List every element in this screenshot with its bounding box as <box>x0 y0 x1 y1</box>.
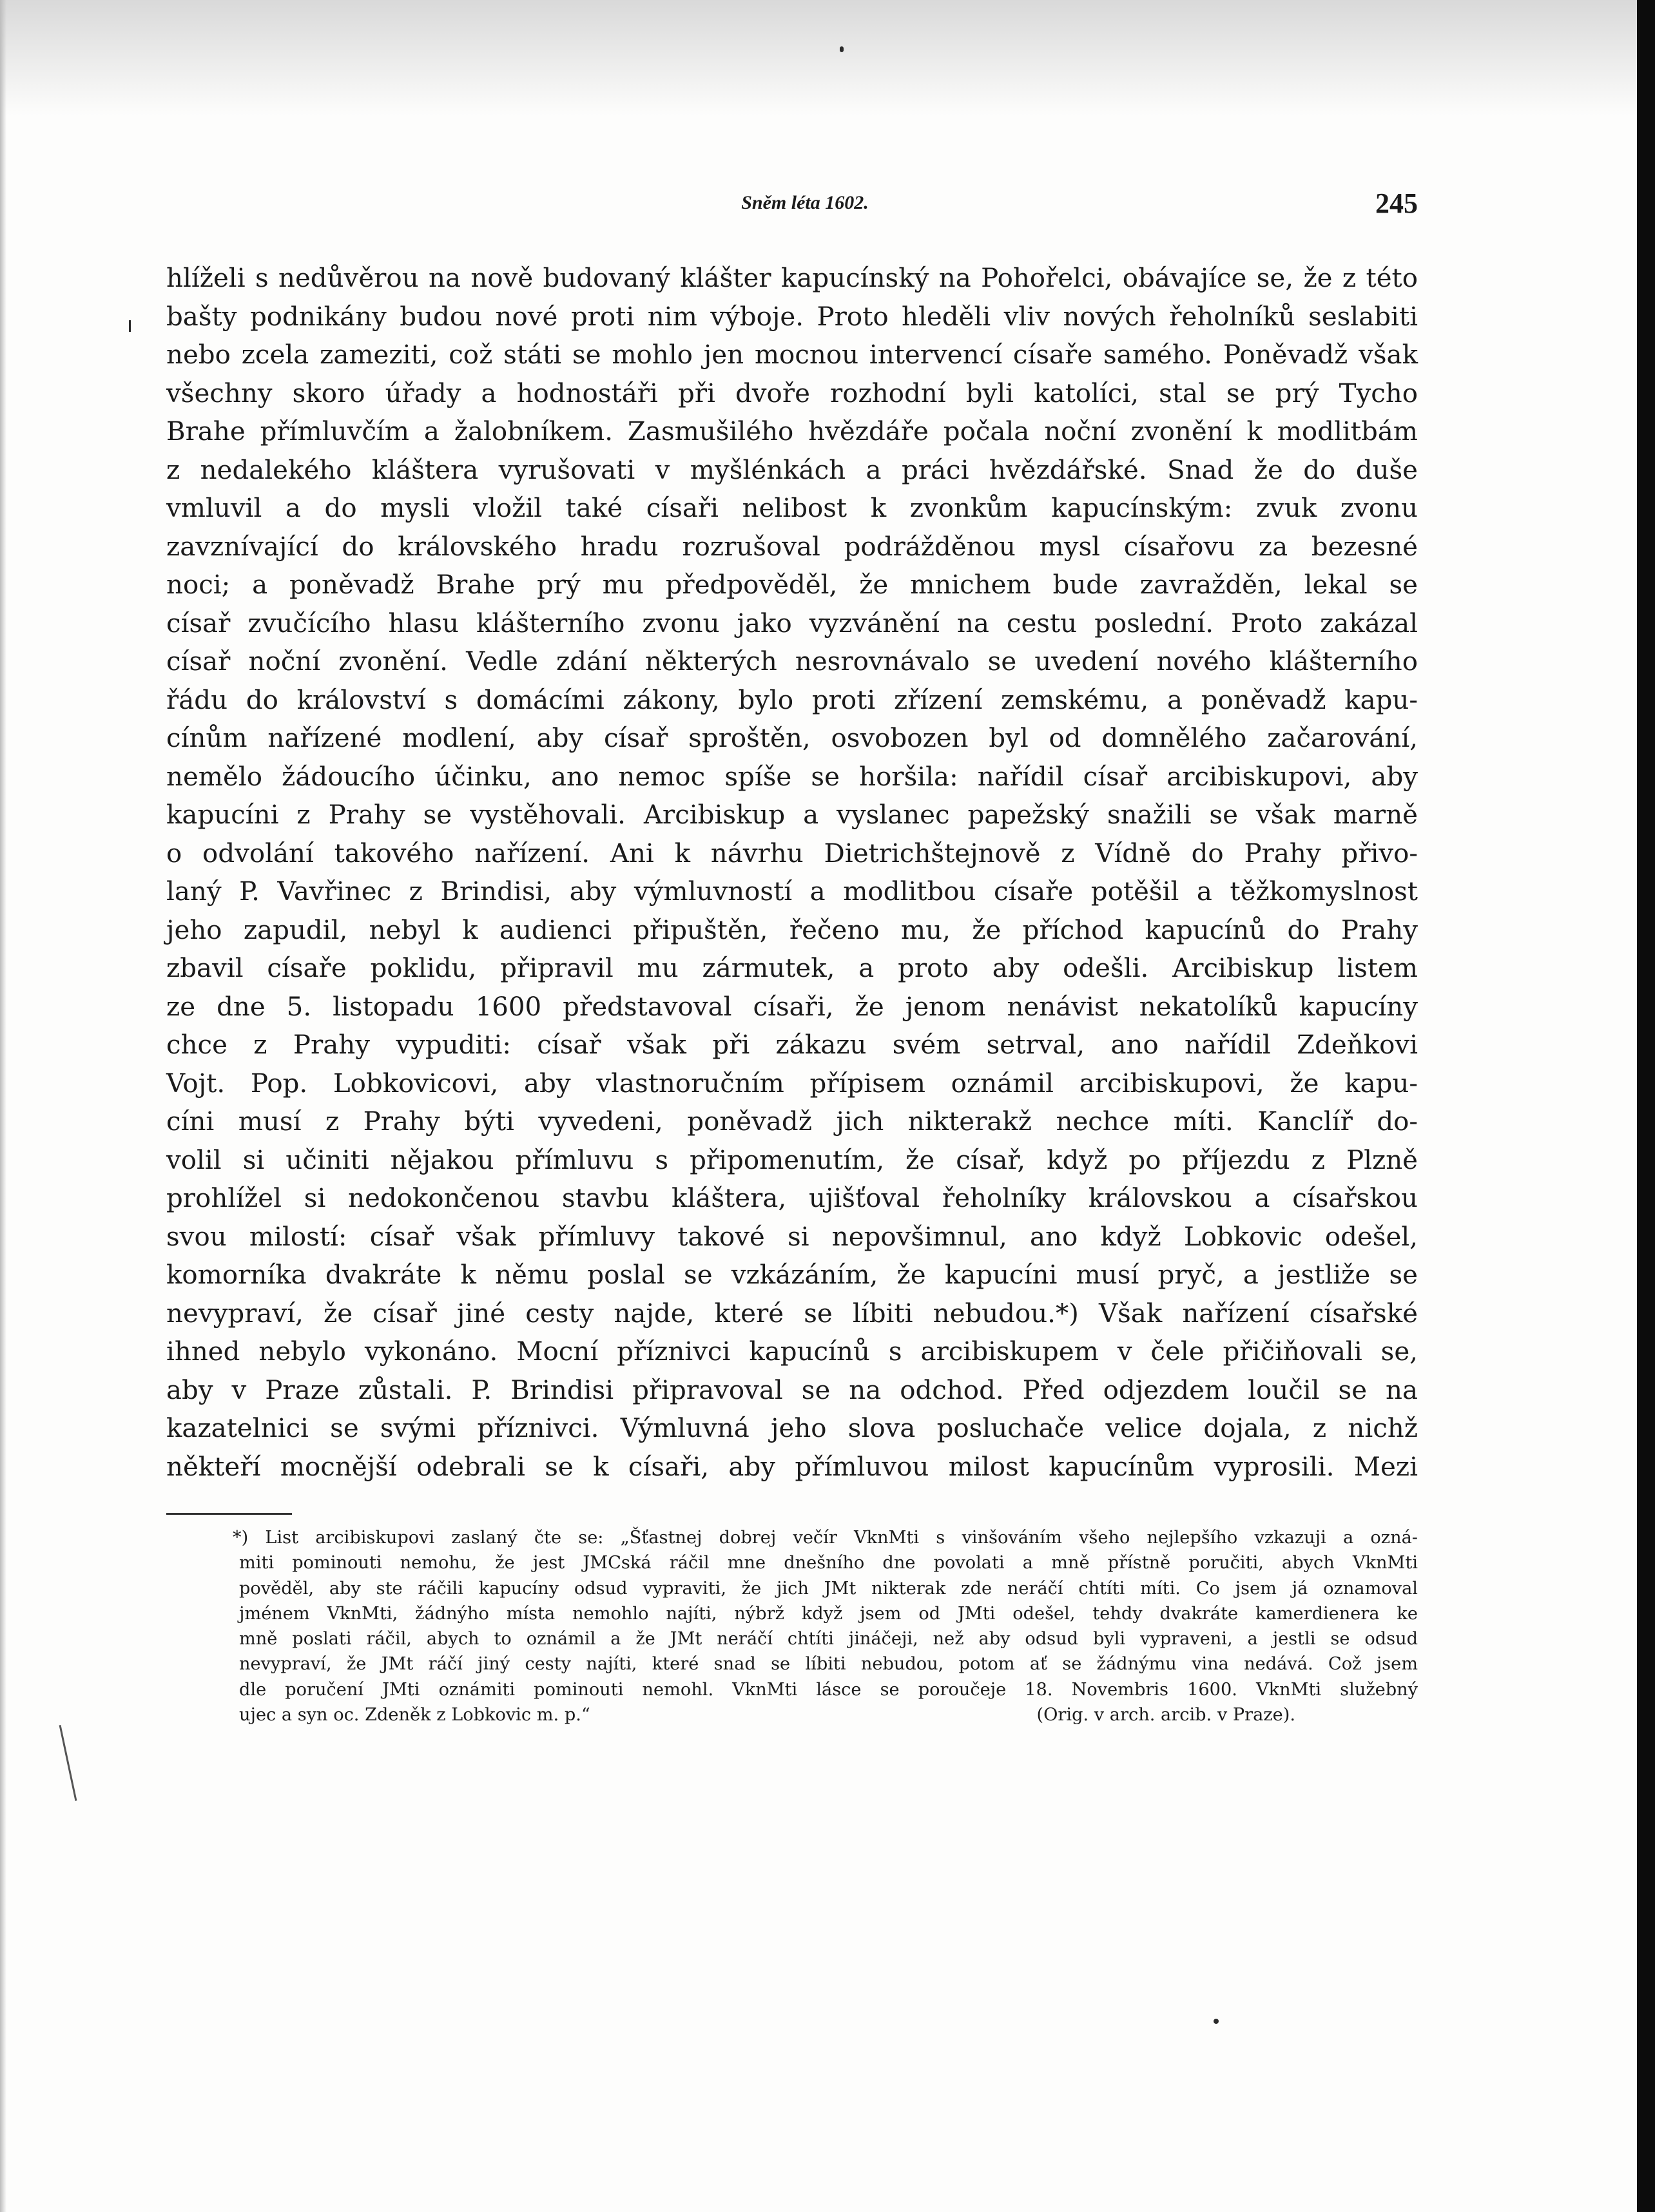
body-line: nevypraví, že císař jiné cesty najde, které se líbiti nebudou.*) Však nařízení císařské <box>166 1298 1418 1329</box>
body-line: ze dne 5. listopadu 1600 představoval císaři, že jenom nenávist nekatolíků kapucíny <box>166 991 1418 1022</box>
footnote-line: miti pominouti nemohu, že jest JMCská ráčil mne dnešního dne povolati a mně přístně poručiti, abych VknMti <box>239 1553 1418 1573</box>
body-line: všechny skoro úřady a hodnostáři při dvoře rozhodní byli katolíci, stal se prý Tycho <box>166 378 1418 409</box>
scan-speck <box>129 320 131 332</box>
scan-scratch <box>59 1725 77 1801</box>
scan-speck <box>840 46 844 52</box>
running-head <box>166 187 1418 226</box>
body-line: nemělo žádoucího účinku, ano nemoc spíše se horšila: nařídil císař arcibiskupovi, aby <box>166 761 1418 792</box>
body-line: vmluvil a do mysli vložil také císaři nelibost k zvonkům kapucínským: zvuk zvonu <box>166 493 1418 523</box>
body-line: císař zvučícího hlasu klášterního zvonu jako vyzvánění na cestu poslední. Proto zakázal <box>166 608 1418 639</box>
footnote-line: pověděl, aby ste ráčili kapucíny odsud vypraviti, že jich JMt nikterak zde neráčí chtíti míti. Co jsem já oznamoval <box>239 1578 1418 1599</box>
body-line: volil si učiniti nějakou přímluvu s připomenutím, že císař, když po příjezdu z Plzně <box>166 1144 1418 1175</box>
body-line: komorníka dvakráte k němu poslal se vzkázáním, že kapucíni musí pryč, a jestliže se <box>166 1260 1418 1290</box>
body-line: kapucíni z Prahy se vystěhovali. Arcibiskup a vyslanec papežský snažili se však marně <box>166 800 1418 830</box>
body-line: laný P. Vavřinec z Brindisi, aby výmluvností a modlitbou císaře potěšil a těžkomyslnost <box>166 876 1418 907</box>
body-line: chce z Prahy vypuditi: císař však při zákazu svém setrval, ano nařídil Zdeňkovi <box>166 1030 1418 1060</box>
body-line: kazatelnici se svými příznivci. Výmluvná jeho slova posluchače velice dojala, z nichž <box>166 1413 1418 1443</box>
body-line: Brahe přímluvčím a žalobníkem. Zasmušilého hvězdáře počala noční zvonění k modlitbám <box>166 416 1418 447</box>
book-page <box>166 187 1418 1727</box>
running-title: Sněm léta 1602. <box>741 192 869 213</box>
footnote-closing-line <box>239 1702 1418 1727</box>
body-line: jeho zapudil, nebyl k audienci připuštěn, řečeno mu, že příchod kapucínů do Prahy <box>166 914 1418 945</box>
body-line: bašty podnikány budou nové proti nim výboje. Proto hleděli vliv nových řeholníků seslabiti <box>166 301 1418 332</box>
body-line: ihned nebylo vykonáno. Mocní příznivci kapucínů s arcibiskupem v čele přičiňovali se, <box>166 1336 1418 1367</box>
scan-right-edge <box>1637 0 1655 2212</box>
body-line: cínům nařízené modlení, aby císař sproštěn, osvobozen byl od domnělého začarování, <box>166 723 1418 753</box>
scan-top-shadow <box>0 0 1655 116</box>
body-line: cíni musí z Prahy býti vyvedeni, poněvadž jich nikterakž nechce míti. Kanclíř do- <box>166 1106 1418 1137</box>
footnote-line: dle poručení JMti oznámiti pominouti nemohl. VknMti lásce se poroučeje 18. Novembris 1600. VknMti služebný <box>239 1679 1418 1700</box>
footnote-rule <box>166 1513 292 1515</box>
body-line: o odvolání takového nařízení. Ani k návrhu Dietrichštejnově z Vídně do Prahy přivo- <box>166 838 1418 869</box>
page-number: 245 <box>1375 188 1418 219</box>
scan-speck <box>1214 2019 1219 2024</box>
footnote-signature: ujec a syn oc. Zdeněk z Lobkovic m. p.“ <box>239 1705 590 1726</box>
body-line: hlíželi s nedůvěrou na nově budovaný klášter kapucínský na Pohořelci, obávajíce se, že z této <box>166 263 1418 293</box>
footnote-line: *) List arcibiskupovi zaslaný čte se: „Šťastnej dobrej večír VknMti s vinšováním všeho nejlepšího vzkazuji a ozná- <box>233 1528 1418 1548</box>
body-line: nebo zcela zameziti, což státi se mohlo jen mocnou intervencí císaře samého. Poněvadž však <box>166 340 1418 370</box>
body-line: z nedalekého kláštera vyrušovati v myšlénkách a práci hvězdářské. Snad že do duše <box>166 454 1418 485</box>
body-line: císař noční zvonění. Vedle zdání některých nesrovnávalo se uvedení nového klášterního <box>166 646 1418 677</box>
footnote <box>166 1525 1418 1727</box>
footnote-line: mně poslati ráčil, abych to oznámil a že JMt neráčí chtíti jináčeji, než aby odsud byli vypraveni, a jestli se odsud <box>239 1629 1418 1649</box>
scan-left-edge <box>0 0 6 2212</box>
body-line: řádu do království s domácími zákony, bylo proti zřízení zemskému, a poněvadž kapu- <box>166 684 1418 715</box>
body-line: zavznívající do královského hradu rozrušoval podrážděnou mysl císařovu za bezesné <box>166 531 1418 562</box>
body-line: aby v Praze zůstali. P. Brindisi připravoval se na odchod. Před odjezdem loučil se na <box>166 1374 1418 1405</box>
body-line: Vojt. Pop. Lobkovicovi, aby vlastnoručním přípisem oznámil arcibiskupovi, že kapu- <box>166 1068 1418 1099</box>
body-line: noci; a poněvadž Brahe prý mu předpověděl, že mnichem bude zavražděn, lekal se <box>166 570 1418 600</box>
body-paragraph <box>166 259 1418 1486</box>
body-line: zbavil císaře poklidu, připravil mu zármutek, a proto aby odešli. Arcibiskup listem <box>166 953 1418 983</box>
body-line: prohlížel si nedokončenou stavbu kláštera, ujišťoval řeholníky královskou a císařskou <box>166 1183 1418 1213</box>
body-line: svou milostí: císař však přímluvy takové si nepovšimnul, ano když Lobkovic odešel, <box>166 1221 1418 1252</box>
footnote-line: nevypraví, že JMt ráčí jiný cesty najíti, které snad se líbiti nebudou, potom ať se žádnýmu vina nedává. Což jsem <box>239 1654 1418 1675</box>
footnote-line: jménem VknMti, žádnýho místa nemohlo najíti, nýbrž když jsem od JMti odešel, tehdy dvakráte kamerdienera ke <box>239 1603 1418 1624</box>
footnote-source: (Orig. v arch. arcib. v Praze). <box>1036 1705 1295 1726</box>
body-line: někteří mocnější odebrali se k císaři, aby přímluvou milost kapucínům vyprosili. Mezi <box>166 1451 1418 1482</box>
